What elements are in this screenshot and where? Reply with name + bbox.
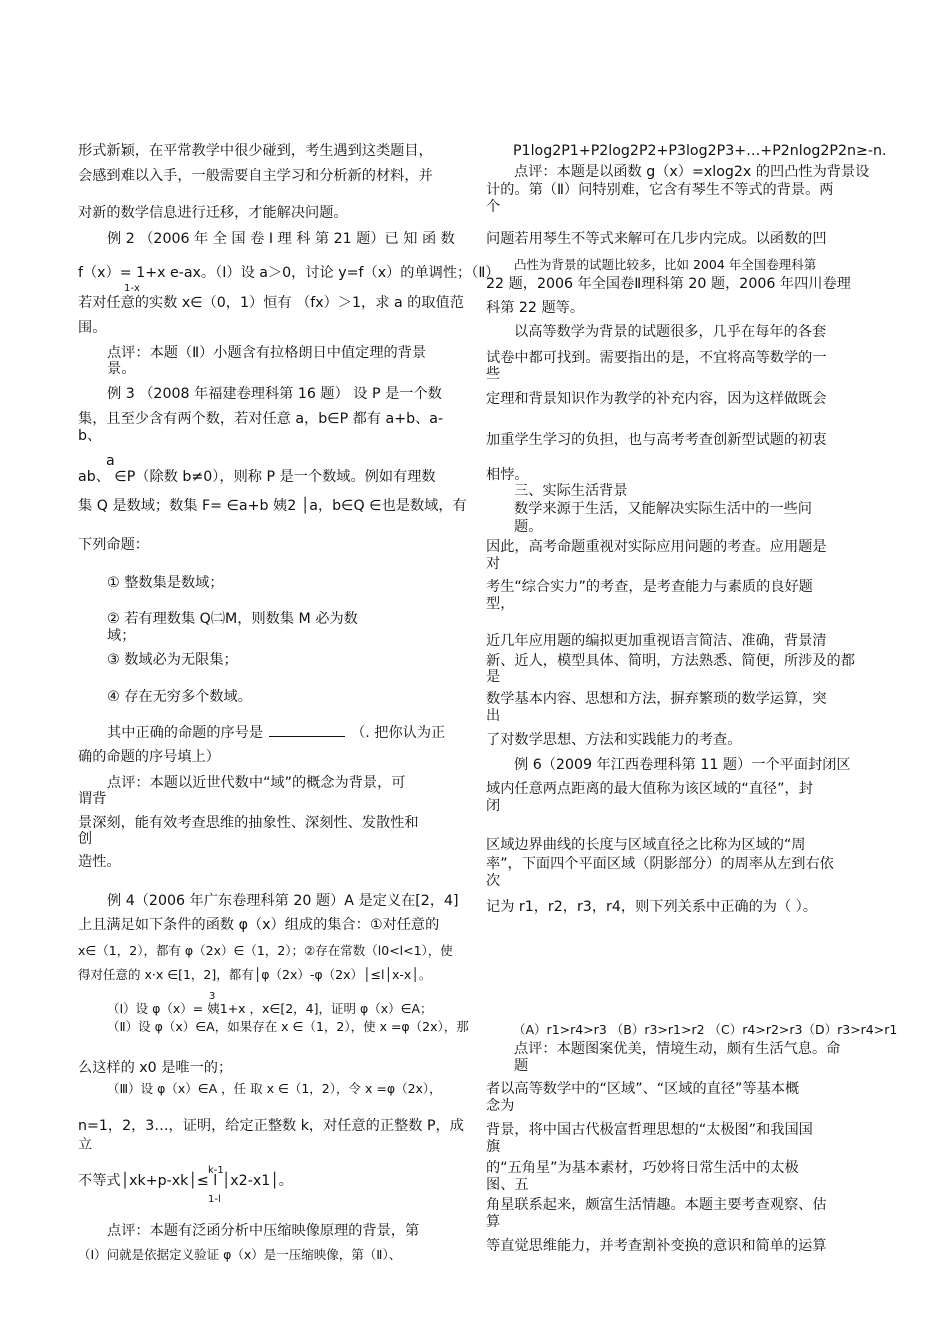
cube-root-index: 3 bbox=[209, 991, 216, 1002]
comment-5-line-4: 念为 bbox=[486, 1098, 515, 1114]
example-6-line-1: 例 6（2009 年江西卷理科第 11 题）一个平面封闭区 bbox=[514, 757, 851, 773]
comment-5-line-2: 题 bbox=[514, 1058, 529, 1074]
paragraph-3-line-10: 数学基本内容、思想和方法，摒弃繁琐的数学运算，突 bbox=[486, 691, 827, 707]
paragraph-3-line-2: 题。 bbox=[514, 519, 543, 535]
question-line-1 bbox=[107, 724, 445, 742]
comment-2-line-1: 点评：本题以近世代数中“域”的概念为背景，可 bbox=[107, 775, 406, 791]
question-instruction: （. 把你认为正 bbox=[351, 725, 446, 741]
answer-blank[interactable] bbox=[269, 724, 345, 737]
comment-1-line-2: 景。 bbox=[107, 361, 136, 377]
comment-4-line-6: 22 题，2006 年全国卷Ⅱ理科第 20 题，2006 年四川卷理 bbox=[486, 276, 851, 292]
example-6-line-5: 率”，下面四个平面区域（阴影部分）的周率从左到右依 bbox=[486, 856, 834, 872]
paragraph-2-line-6: 相悖。 bbox=[486, 467, 529, 483]
example-6-line-6: 次 bbox=[486, 873, 501, 889]
inequality-line: 不等式│xk+p-xk│≤ l │x2-x1│。 bbox=[78, 1173, 293, 1189]
paragraph-3-line-3: 因此，高考命题重视对实际应用问题的考查。应用题是 bbox=[486, 539, 827, 555]
comment-4-line-1: 点评：本题是以函数 g（x）=xlog2x 的凹凸性为背景设 bbox=[514, 164, 870, 180]
paragraph-3-line-11: 出 bbox=[486, 708, 501, 724]
paragraph-3-line-7: 近几年应用题的编拟更加重视语言简洁、准确，背景清 bbox=[486, 633, 827, 649]
comment-1-line-1: 点评：本题（Ⅱ）小题含有拉格朗日中值定理的背景 bbox=[107, 345, 427, 361]
question-text: 其中正确的命题的序号是 bbox=[107, 725, 264, 741]
paragraph-2-line-4: 定理和背景知识作为教学的补充内容，因为这样做既会 bbox=[486, 391, 827, 407]
comment-5-line-7: 的“五角星”为基本素材，巧妙将日常生活中的太极 bbox=[486, 1160, 799, 1176]
comment-4-line-5: 凸性为背景的试题比较多，比如 2004 年全国卷理科第 bbox=[514, 257, 817, 272]
example-4-part-1: （Ⅰ）设 φ（x）= 姨1+x ，x∈[2，4]，证明 φ（x）∈A； bbox=[107, 1001, 433, 1016]
comment-5-line-9: 角星联系起来，颇富生活情趣。本题主要考查观察、估 bbox=[486, 1197, 827, 1213]
example-3-line-3: b、 bbox=[78, 428, 102, 444]
section-title: 三、实际生活背景 bbox=[514, 483, 628, 499]
entropy-inequality: P1log2P1+P2log2P2+P3log2P3+…+P2nlog2P2n≥-n. bbox=[513, 143, 887, 159]
comment-2-line-2: 谓背 bbox=[78, 791, 107, 807]
example-2-heading: 例 2 （2006 年 全 国 卷 Ⅰ 理 科 第 21 题）已 知 函 数 bbox=[107, 231, 455, 247]
example-3-line-6: 下列命题： bbox=[78, 537, 149, 553]
comment-5-line-5: 背景，将中国古代极富哲理思想的“太极图”和我国国 bbox=[486, 1122, 813, 1138]
comment-5-line-8: 图、五 bbox=[486, 1177, 529, 1193]
example-4-line-4: 得对任意的 x·x ∈[1，2]，都有│φ（2x）-φ（2x）│≤l│x-x│。 bbox=[78, 967, 432, 982]
proposition-2-cont: 域； bbox=[107, 628, 136, 644]
example-4-line-3: x∈（1，2），都有 φ（2x）∈（1，2）；②存在常数（l0<l<1），使 bbox=[78, 943, 453, 958]
paragraph-2-line-3: 些 bbox=[486, 366, 501, 382]
example-4-line-n: n=1，2，3…，证明，给定正整数 k，对任意的正整数 P，成 bbox=[78, 1118, 464, 1134]
comment-5-line-10: 算 bbox=[486, 1214, 501, 1230]
comment-3-line-1: 点评：本题有泛函分析中压缩映像原理的背景，第 bbox=[107, 1223, 420, 1239]
intro-line-2: 会感到难以入手，一般需要自主学习和分析新的材料，并 bbox=[78, 168, 433, 184]
intro-line-1: 形式新颖，在平常教学中很少碰到，考生遇到这类题目， bbox=[78, 143, 433, 159]
example-3-heading: 例 3 （2008 年福建卷理科第 16 题） 设 P 是一个数 bbox=[107, 386, 442, 402]
example-3-line-2: 集，且至少含有两个数，若对任意 a，b∈P 都有 a+b、a- bbox=[78, 411, 444, 427]
comment-5-line-3: 者以高等数学中的“区域”、“区域的直径”等基本概 bbox=[486, 1081, 800, 1097]
paragraph-3-line-5: 考生“综合实力”的考查，是考查能力与素质的良好题 bbox=[486, 579, 813, 595]
comment-2-line-4: 创 bbox=[78, 831, 93, 847]
paragraph-2-line-1: 以高等数学为背景的试题很多，几乎在每年的各套 bbox=[514, 324, 827, 340]
paragraph-2-line-5: 加重学生学习的负担，也与高考考查创新型试题的初衷 bbox=[486, 432, 827, 448]
example-4-part-2-cont: 么这样的 x0 是唯一的； bbox=[78, 1060, 233, 1076]
example-4-line-cheng: 立 bbox=[78, 1137, 93, 1153]
example-6-line-3: 闭 bbox=[486, 798, 501, 814]
comment-5-line-6: 旗 bbox=[486, 1139, 501, 1155]
comment-4-line-4: 问题若用琴生不等式来解可在几步内完成。以函数的凹 bbox=[486, 231, 827, 247]
example-6-line-2: 域内任意两点距离的最大值称为该区域的“直径”，封 bbox=[486, 781, 813, 797]
example-4-part-3: （Ⅲ）设 φ（x）∈A ，任 取 x ∈（1，2），令 x =φ（2x）， bbox=[107, 1081, 442, 1096]
paragraph-3-line-4: 对 bbox=[486, 556, 501, 572]
paragraph-2-line-2: 试卷中都可找到。需要指出的是，不宜将高等数学的一 bbox=[486, 350, 827, 366]
comment-3-line-2: （Ⅰ）问就是依据定义验证 φ（x）是一压缩映像，第（Ⅱ）、 bbox=[78, 1247, 402, 1262]
example-3-fraction-numerator: a bbox=[106, 453, 115, 469]
inequality-exponent: k-1 bbox=[208, 1165, 224, 1176]
example-2-line-3: 若对任意的实数 x∈（0，1）恒有 （fx）＞1，求 a 的取值范 bbox=[78, 295, 464, 311]
question-line-2: 确的命题的序号填上） bbox=[78, 749, 220, 765]
comment-2-line-5: 造性。 bbox=[78, 854, 121, 870]
example-6-line-4: 区域边界曲线的长度与区域直径之比称为区域的“周 bbox=[486, 837, 806, 853]
example-2-denominator: 1-x bbox=[124, 283, 140, 294]
answer-options: （A）r1>r4>r3 （B）r3>r1>r2 （C）r4>r2>r3（D）r3>r4>r1 bbox=[513, 1022, 898, 1037]
example-4-line-2: 上且满足如下条件的函数 φ（x）组成的集合：①对任意的 bbox=[78, 917, 440, 933]
proposition-1: ① 整数集是数域； bbox=[107, 575, 224, 591]
comment-5-line-1: 点评：本题图案优美，情境生动，颇有生活气息。命 bbox=[514, 1041, 841, 1057]
example-4-line-1: 例 4（2006 年广东卷理科第 20 题）A 是定义在[2，4] bbox=[107, 893, 459, 909]
comment-5-line-11: 等直觉思维能力，并考查割补变换的意识和简单的运算 bbox=[486, 1238, 827, 1254]
paragraph-3-line-12: 了对数学思想、方法和实践能力的考查。 bbox=[486, 732, 742, 748]
example-2-line-4: 围。 bbox=[78, 320, 107, 336]
intro-line-3: 对新的数学信息进行迁移，才能解决问题。 bbox=[78, 205, 348, 221]
comment-4-line-2: 计的。第（Ⅱ）问特别难，它含有琴生不等式的背景。两 bbox=[486, 182, 834, 198]
paragraph-3-line-6: 型， bbox=[486, 596, 515, 612]
paragraph-3-line-1: 数学来源于生活，又能解决实际生活中的一些问 bbox=[514, 501, 812, 517]
comment-2-line-3: 景深刻，能有效考查思维的抽象性、深刻性、发散性和 bbox=[78, 815, 419, 831]
paragraph-3-line-9: 是 bbox=[486, 669, 501, 685]
proposition-4: ④ 存在无穷多个数域。 bbox=[107, 689, 252, 705]
paragraph-3-line-8: 新、近人，模型具体、简明，方法熟悉、简便，所涉及的都 bbox=[486, 653, 855, 669]
example-3-line-4: ab、 ∈P（除数 b≠0），则称 P 是一个数域。例如有理数 bbox=[78, 469, 436, 485]
example-2-formula: f（x）= 1+x e-ax。（Ⅰ）设 a＞0，讨论 y=f（x）的单调性；（Ⅱ） bbox=[78, 265, 500, 281]
proposition-3: ③ 数域必为无限集； bbox=[107, 652, 238, 668]
example-3-line-5: 集 Q 是数域；数集 F= ∈a+b 姨2 │a，b∈Q ∈也是数域，有 bbox=[78, 498, 467, 514]
example-6-line-7: 记为 r1，r2，r3，r4，则下列关系中正确的为（ ）。 bbox=[486, 899, 817, 915]
comment-4-line-7: 科第 22 题等。 bbox=[486, 300, 585, 316]
inequality-denominator: 1-l bbox=[208, 1194, 221, 1205]
example-4-part-2: （Ⅱ）设 φ（x）∈A，如果存在 x ∈（1，2），使 x =φ（2x），那 bbox=[107, 1019, 469, 1034]
proposition-2: ② 若有理数集 Q㈡M，则数集 M 必为数 bbox=[107, 611, 358, 627]
comment-4-line-3: 个 bbox=[486, 199, 501, 215]
